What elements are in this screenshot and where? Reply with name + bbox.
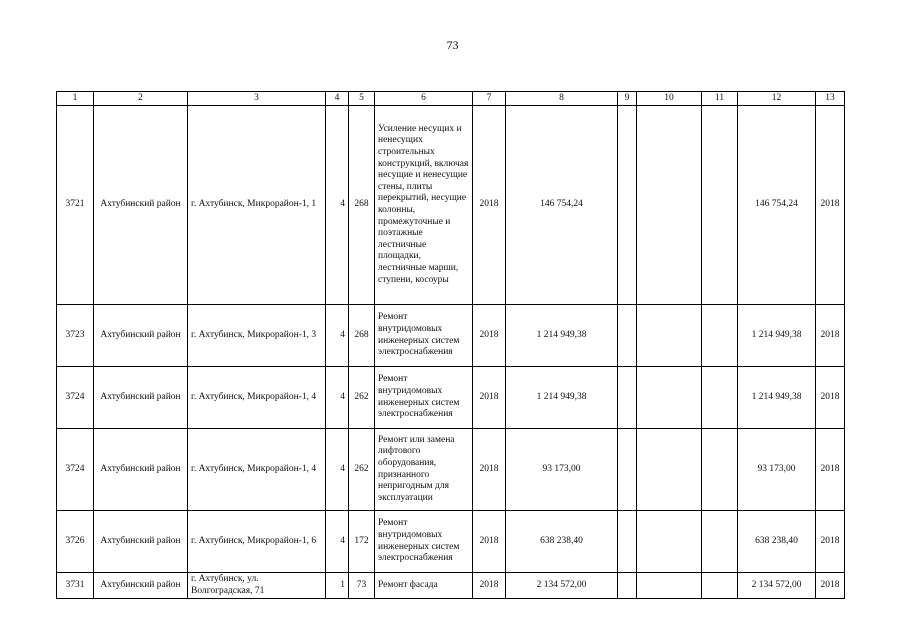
column-header: 9 <box>618 92 637 106</box>
column-number-row <box>57 92 845 106</box>
table-row <box>57 573 845 599</box>
col13-cell: 2018 <box>816 106 845 305</box>
year-cell: 2018 <box>473 511 506 573</box>
work-type-cell: Ремонт или замена лифтового оборудования, признанного непригодным для эксплуатации <box>375 429 473 511</box>
col10-cell <box>637 573 702 599</box>
col11-cell <box>702 106 738 305</box>
col11-cell <box>702 305 738 367</box>
col9-cell <box>618 429 637 511</box>
col12-cell: 638 238,40 <box>738 511 816 573</box>
year-cell: 2018 <box>473 573 506 599</box>
col11-cell <box>702 573 738 599</box>
column-header: 4 <box>326 92 349 106</box>
page-number: 73 <box>446 38 459 52</box>
floors-cell: 4 <box>326 429 349 511</box>
year-cell: 2018 <box>473 429 506 511</box>
table-row <box>57 305 845 367</box>
row-id-cell: 3724 <box>57 367 94 429</box>
col13-cell: 2018 <box>816 305 845 367</box>
floors-cell: 4 <box>326 511 349 573</box>
document-table <box>56 91 845 599</box>
col10-cell <box>637 511 702 573</box>
total-cost-cell: 146 754,24 <box>506 106 618 305</box>
column-header: 5 <box>349 92 375 106</box>
row-id-cell: 3723 <box>57 305 94 367</box>
col12-cell: 1 214 949,38 <box>738 305 816 367</box>
district-cell: Ахтубинский район <box>94 367 188 429</box>
column-header: 3 <box>188 92 326 106</box>
value5-cell: 262 <box>349 367 375 429</box>
address-cell: г. Ахтубинск, Микрорайон-1, 4 <box>188 367 326 429</box>
col13-cell: 2018 <box>816 367 845 429</box>
column-header: 2 <box>94 92 188 106</box>
col9-cell <box>618 305 637 367</box>
row-id-cell: 3721 <box>57 106 94 305</box>
value5-cell: 172 <box>349 511 375 573</box>
address-cell: г. Ахтубинск, Микрорайон-1, 1 <box>188 106 326 305</box>
col10-cell <box>637 367 702 429</box>
value5-cell: 268 <box>349 106 375 305</box>
column-header: 7 <box>473 92 506 106</box>
col9-cell <box>618 367 637 429</box>
address-cell: г. Ахтубинск, Микрорайон-1, 3 <box>188 305 326 367</box>
col9-cell <box>618 511 637 573</box>
col10-cell <box>637 305 702 367</box>
col12-cell: 93 173,00 <box>738 429 816 511</box>
floors-cell: 4 <box>326 305 349 367</box>
col13-cell: 2018 <box>816 511 845 573</box>
address-cell: г. Ахтубинск, ул. Волгоградская, 71 <box>188 573 326 599</box>
col11-cell <box>702 429 738 511</box>
col10-cell <box>637 429 702 511</box>
total-cost-cell: 2 134 572,00 <box>506 573 618 599</box>
work-type-cell: Ремонт внутридомовых инженерных систем электроснабжения <box>375 511 473 573</box>
col9-cell <box>618 106 637 305</box>
floors-cell: 4 <box>326 367 349 429</box>
col13-cell: 2018 <box>816 429 845 511</box>
table-row <box>57 511 845 573</box>
col11-cell <box>702 511 738 573</box>
column-header: 1 <box>57 92 94 106</box>
row-id-cell: 3731 <box>57 573 94 599</box>
column-header: 11 <box>702 92 738 106</box>
work-type-cell: Ремонт фасада <box>375 573 473 599</box>
district-cell: Ахтубинский район <box>94 305 188 367</box>
table-row <box>57 106 845 305</box>
column-header: 6 <box>375 92 473 106</box>
col12-cell: 1 214 949,38 <box>738 367 816 429</box>
table-row <box>57 429 845 511</box>
year-cell: 2018 <box>473 305 506 367</box>
value5-cell: 262 <box>349 429 375 511</box>
column-header: 13 <box>816 92 845 106</box>
address-cell: г. Ахтубинск, Микрорайон-1, 6 <box>188 511 326 573</box>
column-header: 12 <box>738 92 816 106</box>
table-row <box>57 367 845 429</box>
total-cost-cell: 1 214 949,38 <box>506 305 618 367</box>
col13-cell: 2018 <box>816 573 845 599</box>
floors-cell: 4 <box>326 106 349 305</box>
total-cost-cell: 1 214 949,38 <box>506 367 618 429</box>
district-cell: Ахтубинский район <box>94 106 188 305</box>
year-cell: 2018 <box>473 367 506 429</box>
col9-cell <box>618 573 637 599</box>
col11-cell <box>702 367 738 429</box>
work-type-cell: Ремонт внутридомовых инженерных систем электроснабжения <box>375 367 473 429</box>
total-cost-cell: 638 238,40 <box>506 511 618 573</box>
floors-cell: 1 <box>326 573 349 599</box>
work-type-cell: Усиление несущих и ненесущих строительных конструкций, включая несущие и ненесущие стены, плиты перекрытий, несущие колонны, промежуточные и поэтажные лестничные площадки, лестничные марши, ступени, косоуры <box>375 106 473 305</box>
row-id-cell: 3724 <box>57 429 94 511</box>
address-cell: г. Ахтубинск, Микрорайон-1, 4 <box>188 429 326 511</box>
col12-cell: 2 134 572,00 <box>738 573 816 599</box>
work-type-cell: Ремонт внутридомовых инженерных систем электроснабжения <box>375 305 473 367</box>
row-id-cell: 3726 <box>57 511 94 573</box>
col10-cell <box>637 106 702 305</box>
col12-cell: 146 754,24 <box>738 106 816 305</box>
column-header: 8 <box>506 92 618 106</box>
district-cell: Ахтубинский район <box>94 429 188 511</box>
total-cost-cell: 93 173,00 <box>506 429 618 511</box>
year-cell: 2018 <box>473 106 506 305</box>
value5-cell: 268 <box>349 305 375 367</box>
district-cell: Ахтубинский район <box>94 573 188 599</box>
column-header: 10 <box>637 92 702 106</box>
district-cell: Ахтубинский район <box>94 511 188 573</box>
value5-cell: 73 <box>349 573 375 599</box>
